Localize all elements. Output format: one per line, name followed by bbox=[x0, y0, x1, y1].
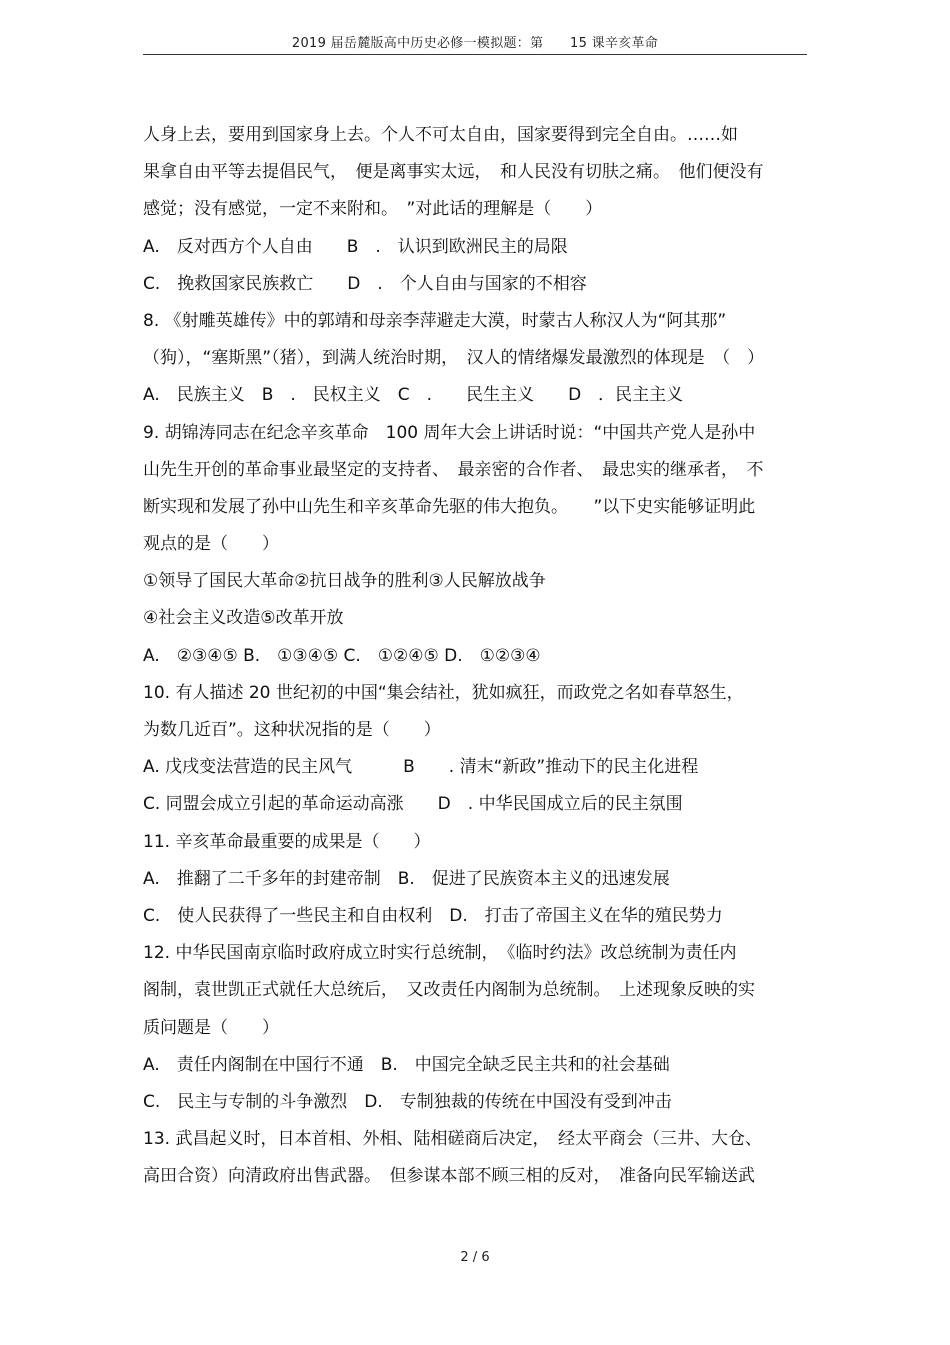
question-line: 12. 中华民国南京临时政府成立时实行总统制， 《临时约法》改总统制为责任内 bbox=[143, 943, 737, 964]
text-line: 果拿自由平等去提倡民气， 便是离事实太远， 和人民没有切肤之痛。 他们便没有 bbox=[143, 162, 764, 183]
text-line: ④社会主义改造⑤改革开放 bbox=[143, 608, 344, 629]
text-line: 断实现和发展了孙中山先生和辛亥革命先驱的伟大抱负。 ”以下史实能够证明此 bbox=[143, 496, 756, 517]
option-line: A. ②③④⑤ B. ①③④⑤ C. ①②④⑤ D. ①②③④ bbox=[143, 645, 541, 666]
question-line: 13. 武昌起义时，日本首相、外相、陆相磋商后决定， 经太平商会（三井、大仓、 bbox=[143, 1129, 762, 1150]
question-line: 8. 《射雕英雄传》中的郭靖和母亲李萍避走大漠，时蒙古人称汉人为“阿其那” bbox=[143, 310, 727, 331]
text-line: 高田合资）向清政府出售武器。 但参谋本部不顾三相的反对， 准备向民军输送武 bbox=[143, 1166, 755, 1187]
question-line: 11. 辛亥革命最重要的成果是（ ） bbox=[143, 831, 431, 852]
option-line: C. 同盟会成立引起的革命运动高涨 D . 中华民国成立后的民主氛围 bbox=[143, 794, 683, 815]
option-line: C. 使人民获得了一些民主和自由权利 D. 打击了帝国主义在华的殖民势力 bbox=[143, 905, 723, 926]
option-line: A. 戊戌变法营造的民主风气 B . 清末“新政”推动下的民主化进程 bbox=[143, 757, 699, 778]
question-line: 10. 有人描述 20 世纪初的中国“集会结社，犹如疯狂，而政党之名如春草怒生， bbox=[143, 682, 744, 703]
option-line: A. 责任内阁制在中国行不通 B. 中国完全缺乏民主共和的社会基础 bbox=[143, 1054, 670, 1075]
text-line: 阁制，袁世凯正式就任大总统后， 又改责任内阁制为总统制。 上述现象反映的实 bbox=[143, 980, 755, 1001]
text-line: 观点的是（ ） bbox=[143, 534, 279, 555]
header-divider bbox=[143, 54, 807, 55]
text-line: 质问题是（ ） bbox=[143, 1017, 279, 1038]
option-line: C. 挽救国家民族救亡 D . 个人自由与国家的不相容 bbox=[143, 273, 587, 294]
text-line: 感觉；没有感觉，一定不来附和。 ”对此话的理解是（ ） bbox=[143, 199, 603, 220]
question-line: 9. 胡锦涛同志在纪念辛亥革命 100 周年大会上讲话时说：“中国共产党人是孙中 bbox=[143, 422, 756, 443]
option-line: A. 民族主义 B . 民权主义 C . 民生主义 D ．民主主义 bbox=[143, 385, 684, 406]
option-line: A. 反对西方个人自由 B . 认识到欧洲民主的局限 bbox=[143, 236, 568, 257]
text-line: （狗），“塞斯黑”（猪），到满人统治时期， 汉人的情绪爆发最激烈的体现是 （ ） bbox=[143, 348, 765, 369]
text-line: 人身上去，要用到国家身上去。个人不可太自由，国家要得到完全自由。……如 bbox=[143, 125, 738, 145]
page-header: 2019 届岳麓版高中历史必修一模拟题：第 15 课辛亥革命 bbox=[291, 36, 659, 51]
text-line: ①领导了国民大革命②抗日战争的胜利③人民解放战争 bbox=[143, 571, 546, 592]
page-number: 2 / 6 bbox=[460, 1250, 490, 1265]
text-line: 山先生开创的革命事业最坚定的支持者、 最亲密的合作者、 最忠实的继承者， 不 bbox=[143, 459, 764, 480]
text-line: 为数几近百”。这种状况指的是（ ） bbox=[143, 720, 441, 740]
option-line: A. 推翻了二千多年的封建帝制 B. 促进了民族资本主义的迅速发展 bbox=[143, 868, 670, 889]
option-line: C. 民主与专制的斗争激烈 D. 专制独裁的传统在中国没有受到冲击 bbox=[143, 1091, 672, 1112]
document-body bbox=[143, 117, 807, 1195]
